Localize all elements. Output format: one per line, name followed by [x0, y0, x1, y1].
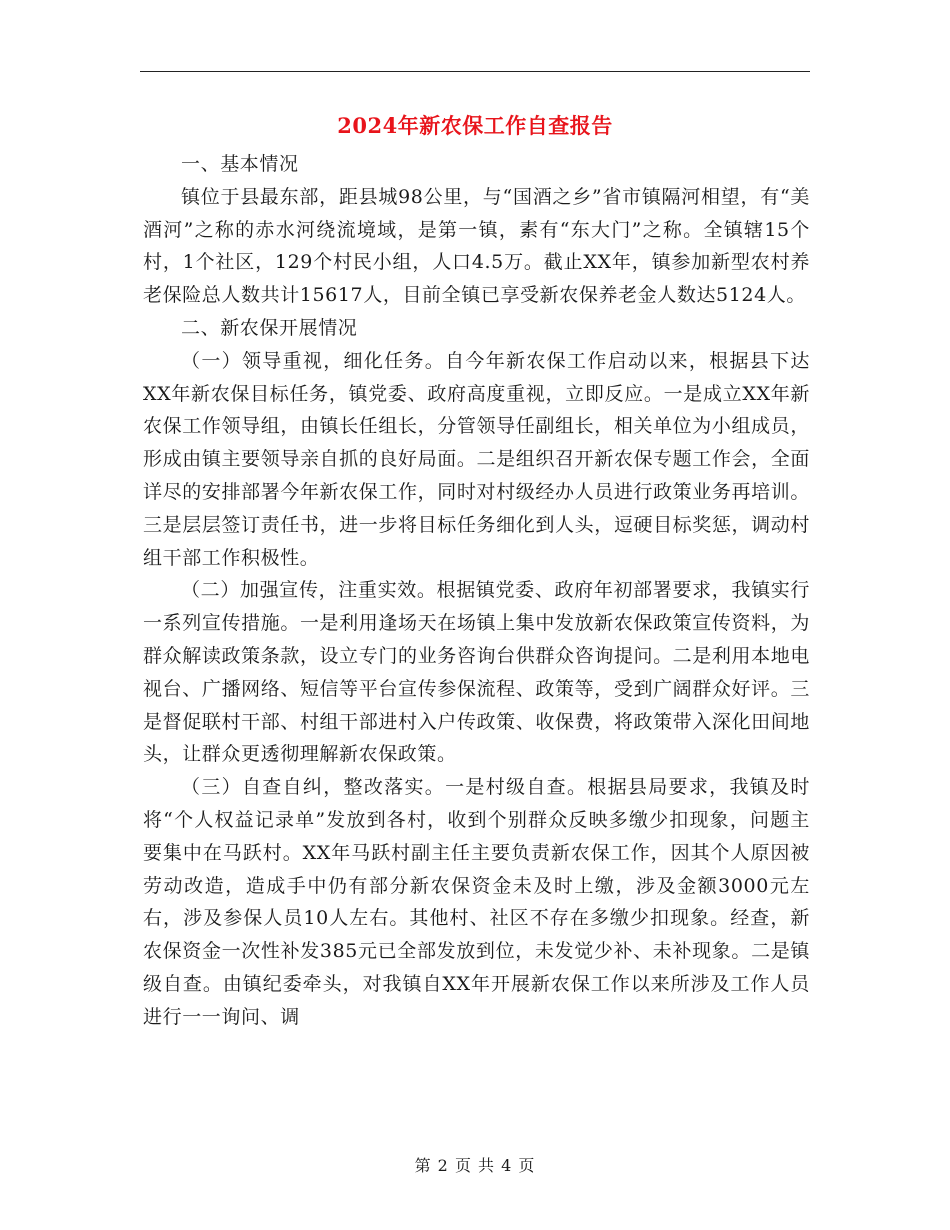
paragraph-self-check: （三）自查自纠，整改落实。一是村级自查。根据县局要求，我镇及时将“个人权益记录单”发放到各村，收到个别群众反映多缴少扣现象，问题主要集中在马跃村。XX年马跃村副主任主要负责新农保工作，因其个人原因被劳动改造，造成手中仍有部分新农保资金未及时上缴，涉及金额3000元左右，涉及参保人员10人左右。其他村、社区不存在多缴少扣现象。经查，新农保资金一次性补发385元已全部发放到位，未发觉少补、未补现象。二是镇级自查。由镇纪委牵头，对我镇自XX年开展新农保工作以来所涉及工作人员进行一一询问、调	[143, 776, 810, 1028]
document-title: 2024年新农保工作自查报告	[337, 113, 613, 138]
paragraph-leadership: （一）领导重视，细化任务。自今年新农保工作启动以来，根据县下达XX年新农保目标任务，镇党委、政府高度重视，立即反应。一是成立XX年新农保工作领导组，由镇长任组长，分管领导任副组长，相关单位为小组成员，形成由镇主要领导亲自抓的良好局面。二是组织召开新农保专题工作会，全面详尽的安排部署今年新农保工作，同时对村级经办人员进行政策业务再培训。三是层层签订责任书，进一步将目标任务细化到人头，逗硬目标奖惩，调动村组干部工作积极性。	[143, 349, 810, 569]
paragraph-basic-info: 镇位于县最东部，距县城98公里，与“国酒之乡”省市镇隔河相望，有“美酒河”之称的赤水河绕流境域，是第一镇，素有“东大门”之称。全镇辖15个村，1个社区，129个村民小组，人口4.5万。截止XX年，镇参加新型农村养老保险总人数共计15617人，目前全镇已享受新农保养老金人数达5124人。	[143, 185, 810, 307]
page-footer	[0, 1153, 950, 1176]
document-body	[143, 148, 810, 1034]
page-number: 第 2 页 共 4 页	[414, 1156, 536, 1175]
section-heading-basic: 一、基本情况	[181, 153, 299, 175]
section-heading-progress: 二、新农保开展情况	[181, 316, 358, 339]
paragraph-publicity: （二）加强宣传，注重实效。根据镇党委、政府年初部署要求，我镇实行一系列宣传措施。一是利用逢场天在场镇上集中发放新农保政策宣传资料，为群众解读政策条款，设立专门的业务咨询台供群众咨询提问。二是利用本地电视台、广播网络、短信等平台宣传参保流程、政策等，受到广阔群众好评。三是督促联村干部、村组干部进村入户传政策、收保费，将政策带入深化田间地头，让群众更透彻理解新农保政策。	[143, 579, 810, 766]
header-rule	[140, 71, 810, 72]
